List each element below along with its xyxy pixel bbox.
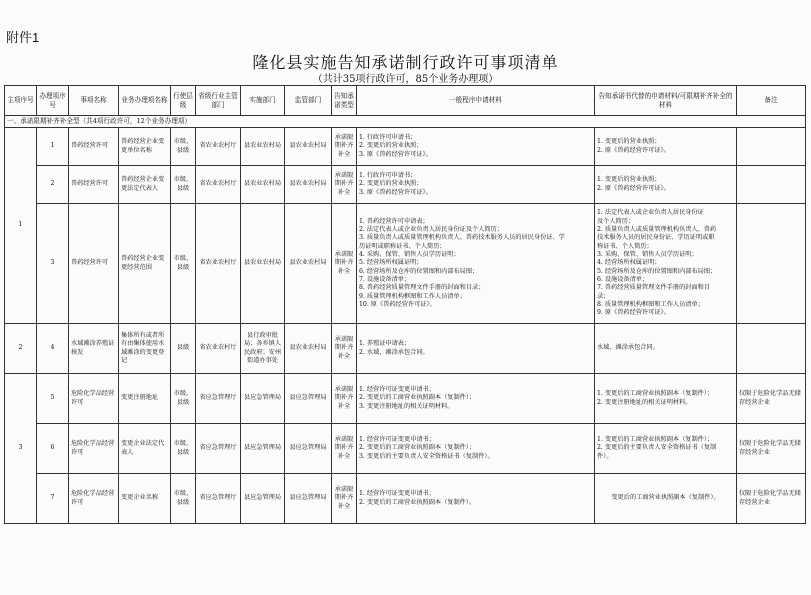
- general-line: 1. 经营许可证变更申请书；: [359, 490, 435, 498]
- replace-line: 2. 变更注册地址的相关证明材料。: [597, 398, 692, 406]
- table-row: [5, 324, 806, 374]
- replace-line: 2. 原《兽药经营许可证》。: [597, 184, 670, 192]
- permit-table: [4, 85, 806, 524]
- general-line: 3. 变更注册地址的相关证明材料。: [359, 402, 454, 410]
- impl-cell: 县应急管理局: [241, 474, 285, 524]
- attachment-label: 附件1: [6, 30, 40, 45]
- general-line: 4. 采购、保管、销售人员学历证明；: [359, 250, 460, 258]
- replace-line: 技术服务人员的居民身份证、学历证明或职: [597, 234, 715, 242]
- table-row: [5, 474, 806, 524]
- replace-cell: [595, 128, 737, 166]
- prov-cell: 省农业农村厅: [196, 324, 241, 374]
- replace-line: 及个人简历；: [597, 217, 635, 225]
- header-item: 业务办理项名称: [119, 86, 171, 116]
- main-no-cell: 3: [5, 374, 37, 524]
- item-cell: 集体所有或者所有由集体使用水域滩涂的变更登记: [119, 324, 171, 374]
- replace-line: 4. 经营场所权属证明；: [597, 259, 661, 267]
- note-cell: [737, 128, 806, 166]
- general-line: 1. 经营许可证变更申请书；: [359, 435, 435, 443]
- item-cell: 变更企业名称: [119, 474, 171, 524]
- sub-no-cell: 4: [37, 324, 69, 374]
- sub-no-cell: 7: [37, 474, 69, 524]
- impl-cell: 县农业农村局: [241, 128, 285, 166]
- note-cell: [737, 204, 806, 324]
- replace-line: 2. 原《兽药经营许可证》。: [597, 146, 670, 154]
- general-line: 7. 设施设备清单；: [359, 276, 411, 284]
- replace-line: 1. 变更后的营业执照；: [597, 138, 661, 146]
- replace-line: 水域、滩涂承包合同。: [597, 344, 659, 352]
- header-prov-dept: 省级行业主管部门: [196, 86, 241, 116]
- type-cell: 承诺限期补齐补全: [332, 128, 357, 166]
- header-main-no: 主项序号: [5, 86, 37, 116]
- sup-cell: 县农业农村局: [285, 204, 332, 324]
- header-sup-dept: 监管部门: [285, 86, 332, 116]
- general-line: 2. 变更后的工商营业执照副本（复制件）；: [359, 394, 476, 402]
- general-line: 6. 经营场所及仓库的位置图和内部布局图；: [359, 267, 479, 275]
- sup-cell: 县农业农村局: [285, 324, 332, 374]
- sup-cell: 县应急管理局: [285, 474, 332, 524]
- replace-cell: [595, 424, 737, 474]
- prov-cell: 省农业农村厅: [196, 166, 241, 204]
- type-cell: 承诺限期补齐补全: [332, 324, 357, 374]
- replace-line: 8. 质量管理机构框图和工作人员清单；: [597, 301, 704, 309]
- name-cell: 兽药经营许可: [69, 128, 119, 166]
- level-cell: 市级、县级: [171, 128, 196, 166]
- prov-cell: 省农业农村厅: [196, 128, 241, 166]
- replace-line: 6. 设施设备清单；: [597, 276, 649, 284]
- name-cell: 危险化学品经营许可: [69, 474, 119, 524]
- general-line: 1. 行政许可申请书；: [359, 133, 417, 141]
- general-line: 1. 兽药经营许可申请表；: [359, 217, 429, 225]
- general-line: 9. 质量管理机构框图和工作人员清单；: [359, 292, 466, 300]
- replace-line: 9. 原《兽药经营许可证》。: [597, 309, 670, 317]
- sub-no-cell: 5: [37, 374, 69, 424]
- general-cell: [357, 324, 595, 374]
- replace-line: 1. 变更后的营业执照；: [597, 176, 661, 184]
- general-line: 1. 养殖证申请表；: [359, 340, 411, 348]
- general-line: 3. 质量负责人或质量管理机构负责人、兽药技术服务人员的居民身份证、学: [359, 234, 565, 242]
- prov-cell: 省应急管理厅: [196, 374, 241, 424]
- general-cell: [357, 424, 595, 474]
- header-general: 一般程序申请材料: [357, 86, 595, 116]
- replace-line: 1. 法定代表人或企业负责人居民身份证: [597, 209, 704, 217]
- replace-cell: [595, 374, 737, 424]
- sub-no-cell: 6: [37, 424, 69, 474]
- sub-no-cell: 2: [37, 166, 69, 204]
- header-level: 行使层级: [171, 86, 196, 116]
- table-row: [5, 424, 806, 474]
- impl-cell: 县农业农村局: [241, 204, 285, 324]
- replace-cell: [595, 166, 737, 204]
- level-cell: 县级: [171, 324, 196, 374]
- replace-line: 件）。: [597, 452, 613, 460]
- table-row: [5, 166, 806, 204]
- header-replace: 告知承诺书代替的申请材料/可限期补齐补全的材料: [595, 86, 737, 116]
- general-line: 1. 经营许可证变更申请书；: [359, 385, 435, 393]
- sub-no-cell: 1: [37, 128, 69, 166]
- header-type: 告知承诺类型: [332, 86, 357, 116]
- item-cell: 变更企业法定代表人: [119, 424, 171, 474]
- general-cell: [357, 374, 595, 424]
- note-cell: [737, 166, 806, 204]
- replace-cell: [595, 474, 737, 524]
- replace-line: 3. 采购、保管、销售人员学历证明；: [597, 250, 698, 258]
- general-line: 5. 经营场所权属证明；: [359, 259, 423, 267]
- general-line: 2. 变更后的工商营业执照副本（复制件）。: [359, 498, 476, 506]
- replace-line: 2. 质量负责人或质量管理机构负责人、兽药: [597, 225, 717, 233]
- note-cell: 仅限于危险化学品无储存经营企业: [737, 424, 806, 474]
- item-cell: 兽药经营企业变更经营范围: [119, 204, 171, 324]
- main-no-cell: 1: [5, 128, 37, 324]
- item-cell: 兽药经营企业变更法定代表人: [119, 166, 171, 204]
- replace-line: 录；: [597, 292, 610, 300]
- name-cell: 水域滩涂养殖证核发: [69, 324, 119, 374]
- replace-line: 称证书、个人简历；: [597, 242, 653, 250]
- general-line: 1. 行政许可申请书；: [359, 171, 417, 179]
- level-cell: 市级、县级: [171, 374, 196, 424]
- replace-line: 1. 变更后的工商营业执照副本（复制件）；: [597, 435, 714, 443]
- main-no-cell: 2: [5, 324, 37, 374]
- table-row: [5, 204, 806, 324]
- general-cell: [357, 204, 595, 324]
- general-line: 8. 兽药经营质量管理文件手册的封面和目录；: [359, 284, 485, 292]
- level-cell: 市级、县级: [171, 474, 196, 524]
- sup-cell: 县应急管理局: [285, 424, 332, 474]
- replace-line: 7. 兽药经营质量管理文件手册的封面和目: [597, 284, 711, 292]
- type-cell: 承诺限期补齐补全: [332, 424, 357, 474]
- general-line: 3. 原《兽药经营许可证》。: [359, 150, 432, 158]
- prov-cell: 省应急管理厅: [196, 424, 241, 474]
- document-subtitle: （共计35项行政许可，85个业务办理项）: [312, 74, 499, 85]
- level-cell: 市级、县级: [171, 166, 196, 204]
- type-cell: 承诺限期补齐补全: [332, 166, 357, 204]
- name-cell: 危险化学品经营许可: [69, 374, 119, 424]
- level-cell: 市级、县级: [171, 424, 196, 474]
- document-title: 隆化县实施告知承诺制行政许可事项清单: [252, 53, 559, 72]
- name-cell: 兽药经营许可: [69, 166, 119, 204]
- table-row: [5, 374, 806, 424]
- replace-line: 变更后的工商营业执照副本（复制件）。: [611, 494, 720, 502]
- header-sub-no: 办理项序号: [37, 86, 69, 116]
- note-cell: [737, 324, 806, 374]
- replace-cell: [595, 204, 737, 324]
- header-name: 事项名称: [69, 86, 119, 116]
- general-line: 2. 变更后的营业执照；: [359, 180, 423, 188]
- general-cell: [357, 474, 595, 524]
- sup-cell: 县农业农村局: [285, 128, 332, 166]
- general-line: 3. 变更后的主要负责人安全资格证书（复制件）。: [359, 452, 494, 460]
- general-line: 历证明或职称证书、个人简历；: [359, 242, 446, 250]
- type-cell: 承诺限期补齐补全: [332, 474, 357, 524]
- prov-cell: 省农业农村厅: [196, 204, 241, 324]
- general-line: 10. 原《兽药经营许可证》。: [359, 301, 436, 309]
- name-cell: 兽药经营许可: [69, 204, 119, 324]
- replace-line: 5. 经营场所及仓库的位置图和内部布局图；: [597, 267, 717, 275]
- impl-cell: 县农业农村局: [241, 166, 285, 204]
- general-line: 3. 原《兽药经营许可证》。: [359, 188, 432, 196]
- sup-cell: 县农业农村局: [285, 166, 332, 204]
- level-cell: 市级、县级: [171, 204, 196, 324]
- note-cell: 仅限于危险化学品无储存经营企业: [737, 474, 806, 524]
- sup-cell: 县应急管理局: [285, 374, 332, 424]
- type-cell: 承诺限期补齐补全: [332, 204, 357, 324]
- table-row: [5, 128, 806, 166]
- impl-cell: 县应急管理局: [241, 424, 285, 474]
- section-heading: 一、承诺限期补齐补全型（共4项行政许可，12个业务办理项）: [5, 116, 806, 128]
- item-cell: 变更注册地址: [119, 374, 171, 424]
- replace-line: 1. 变更后的工商营业执照副本（复制件）；: [597, 390, 714, 398]
- general-line: 2. 法定代表人或企业负责人居民身份证及个人简历；: [359, 225, 503, 233]
- header-row: [5, 86, 806, 116]
- sub-no-cell: 3: [37, 204, 69, 324]
- header-impl-dept: 实施部门: [241, 86, 285, 116]
- impl-cell: 县应急管理局: [241, 374, 285, 424]
- general-cell: [357, 128, 595, 166]
- note-cell: 仅限于危险化学品无储存经营企业: [737, 374, 806, 424]
- replace-line: 2. 变更后的主要负责人安全资格证书（复制: [597, 444, 717, 452]
- general-line: 2. 变更后的工商营业执照副本（复制件）；: [359, 444, 476, 452]
- general-cell: [357, 166, 595, 204]
- general-line: 2. 水域、滩涂承包合同。: [359, 348, 429, 356]
- general-line: 2. 变更后的营业执照；: [359, 142, 423, 150]
- type-cell: 承诺限期补齐补全: [332, 374, 357, 424]
- name-cell: 危险化学品经营许可: [69, 424, 119, 474]
- item-cell: 兽药经营企业变更单位名称: [119, 128, 171, 166]
- header-note: 备注: [737, 86, 806, 116]
- impl-cell: 县行政审批局；各乡镇人民政府；安州街道办事处: [241, 324, 285, 374]
- prov-cell: 省应急管理厅: [196, 474, 241, 524]
- replace-cell: [595, 324, 737, 374]
